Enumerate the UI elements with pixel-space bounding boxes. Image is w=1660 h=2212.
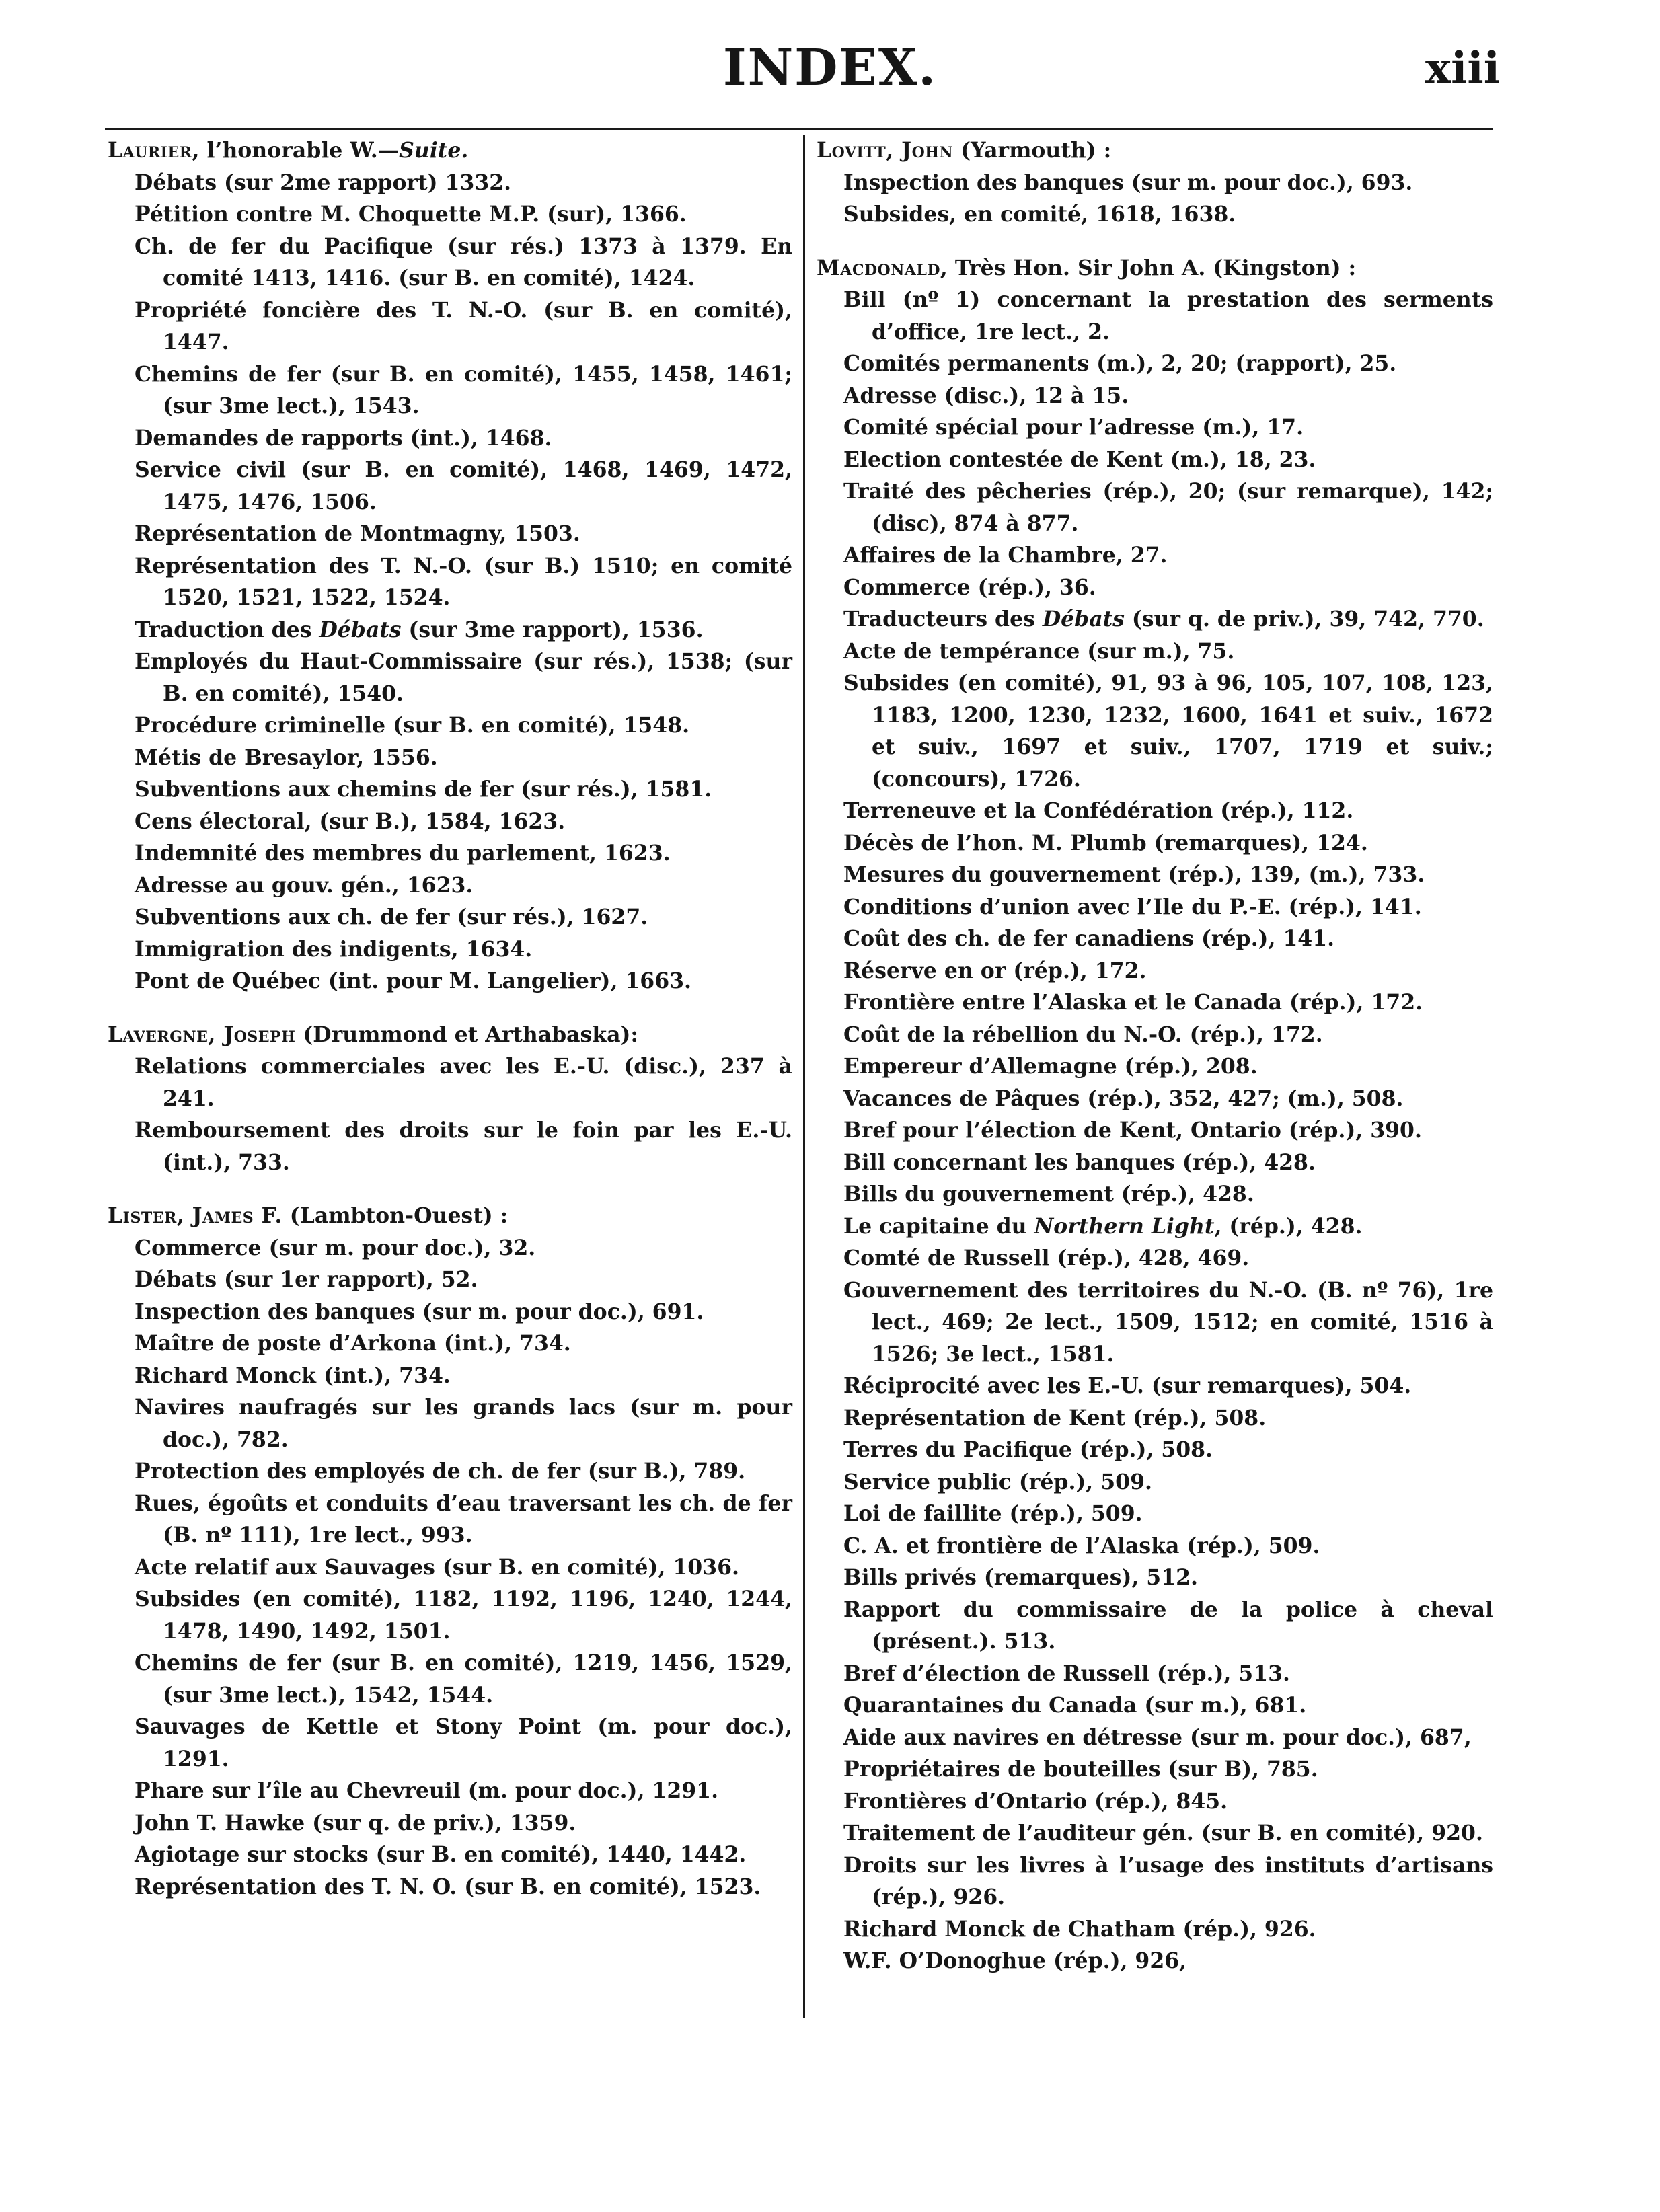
index-entry	[108, 135, 792, 997]
index-subentry: Représentation des T. N.-O. (sur B.) 1510; en comité 1520, 1521, 1522, 1524.	[135, 553, 792, 610]
index-subentry: Commerce (rép.), 36.	[843, 574, 1096, 600]
index-subentry: Richard Monck de Chatham (rép.), 926.	[843, 1916, 1316, 1942]
index-subentry: Sauvages de Kettle et Stony Point (m. pour doc.), 1291.	[135, 1714, 792, 1771]
index-subentry: Réciprocité avec les E.-U. (sur remarques), 504.	[843, 1373, 1412, 1398]
entry-description: (Drummond et Arthabaska):	[295, 1022, 639, 1047]
index-subentry: Droits sur les livres à l’usage des instituts d’artisans (rép.), 926.	[843, 1852, 1493, 1909]
index-subentry: Affaires de la Chambre, 27.	[843, 543, 1168, 568]
index-subentry: Remboursement des droits sur le foin par les E.-U. (int.), 733.	[135, 1118, 792, 1175]
index-subentry: Réserve en or (rép.), 172.	[843, 958, 1147, 983]
index-subentry: Traducteurs des Débats (sur q. de priv.), 39, 742, 770.	[843, 607, 1484, 632]
index-subentry: Comités permanents (m.), 2, 20; (rapport), 25.	[843, 351, 1397, 376]
index-subentry: Conditions d’union avec l’Ile du P.-E. (rép.), 141.	[843, 894, 1422, 919]
index-subentry: Représentation de Kent (rép.), 508.	[843, 1405, 1267, 1431]
index-subentry: Aide aux navires en détresse (sur m. pour doc.), 687,	[843, 1724, 1472, 1750]
index-subentry: Bills du gouvernement (rép.), 428.	[843, 1182, 1254, 1207]
index-subentry: Rapport du commissaire de la police à cheval (présent.). 513.	[843, 1597, 1493, 1654]
page-title: INDEX.	[722, 39, 937, 97]
index-subentry: John T. Hawke (sur q. de priv.), 1359.	[135, 1810, 576, 1835]
index-subentry: Comté de Russell (rép.), 428, 469.	[843, 1246, 1250, 1270]
index-subentry: Frontières d’Ontario (rép.), 845.	[843, 1788, 1228, 1814]
index-subentry: Bref d’élection de Russell (rép.), 513.	[843, 1661, 1291, 1686]
index-subentry: Représentation des T. N. O. (sur B. en comité), 1523.	[135, 1874, 761, 1899]
index-subentry: Mesures du gouvernement (rép.), 139, (m.), 733.	[843, 862, 1425, 887]
index-entry	[108, 1200, 792, 1903]
index-subentry: Propriété foncière des T. N.-O. (sur B. en comité), 1447.	[135, 297, 792, 354]
index-subentry: Coût des ch. de fer canadiens (rép.), 141.	[843, 926, 1335, 951]
index-subentry: Traitement de l’auditeur gén. (sur B. en comité), 920.	[843, 1821, 1483, 1845]
index-subentry: Comité spécial pour l’adresse (m.), 17.	[843, 415, 1304, 440]
index-subentry: Loi de faillite (rép.), 509.	[843, 1501, 1143, 1526]
index-subentry: Adresse au gouv. gén., 1623.	[135, 872, 474, 898]
index-subentry: Acte de tempérance (sur m.), 75.	[843, 638, 1235, 664]
index-subentry: Bill concernant les banques (rép.), 428.	[843, 1149, 1316, 1175]
index-subentry: Débats (sur 2me rapport) 1332.	[135, 169, 512, 195]
entry-description: , l’honorable W.—	[192, 138, 400, 163]
right-column	[817, 135, 1493, 1999]
entry-name: Lister, James F.	[108, 1203, 282, 1228]
index-subentry: Immigration des indigents, 1634.	[135, 936, 533, 962]
index-subentry: Agiotage sur stocks (sur B. en comité), 1440, 1442.	[135, 1842, 747, 1867]
page-number: xiii	[1425, 43, 1500, 93]
index-subentry: Subsides (en comité), 1182, 1192, 1196, 1240, 1244, 1478, 1490, 1492, 1501.	[135, 1587, 792, 1644]
entry-name: Lovitt, John	[817, 138, 954, 163]
header-rule	[105, 128, 1493, 130]
index-subentry: Gouvernement des territoires du N.-O. (B. nº 76), 1re lect., 469; 2e lect., 1509, 1512; en comité, 1516 à 1526; 3e lect., 1581.	[843, 1277, 1493, 1367]
index-subentry: Coût de la rébellion du N.-O. (rép.), 172.	[843, 1022, 1323, 1047]
entry-heading	[817, 252, 1493, 284]
index-subentry: Métis de Bresaylor, 1556.	[135, 745, 438, 770]
index-subentry: Le capitaine du Northern Light, (rép.), 428.	[843, 1213, 1363, 1239]
index-subentry: Acte relatif aux Sauvages (sur B. en comité), 1036.	[135, 1554, 739, 1580]
index-subentry: Maître de poste d’Arkona (int.), 734.	[135, 1331, 571, 1356]
index-subentry: Commerce (sur m. pour doc.), 32.	[135, 1235, 536, 1260]
entry-name: Laurier	[108, 138, 192, 163]
index-subentry: Traduction des Débats (sur 3me rapport), 1536.	[135, 617, 704, 642]
entry-description: (Yarmouth) :	[953, 138, 1112, 163]
index-subentry: Inspection des banques (sur m. pour doc.), 693.	[843, 169, 1413, 195]
index-subentry: Procédure criminelle (sur B. en comité), 1548.	[135, 713, 690, 738]
index-subentry: Service civil (sur B. en comité), 1468, 1469, 1472, 1475, 1476, 1506.	[135, 457, 792, 514]
index-subentry: Subsides, en comité, 1618, 1638.	[843, 202, 1236, 227]
index-subentry: Décès de l’hon. M. Plumb (remarques), 124.	[843, 830, 1368, 855]
entry-description: , Très Hon. Sir John A. (Kingston) :	[940, 255, 1357, 280]
index-subentry: Vacances de Pâques (rép.), 352, 427; (m.), 508.	[843, 1085, 1404, 1111]
left-column	[108, 135, 792, 1924]
index-subentry: Empereur d’Allemagne (rép.), 208.	[843, 1054, 1258, 1079]
index-subentry: Chemins de fer (sur B. en comité), 1455, 1458, 1461; (sur 3me lect.), 1543.	[135, 361, 792, 418]
index-subentry: Propriétaires de bouteilles (sur B), 785.	[843, 1757, 1318, 1782]
index-subentry: Demandes de rapports (int.), 1468.	[135, 425, 552, 451]
index-subentry: Frontière entre l’Alaska et le Canada (rép.), 172.	[843, 990, 1423, 1015]
index-subentry: Terreneuve et la Confédération (rép.), 112.	[843, 798, 1354, 823]
index-subentry: Richard Monck (int.), 734.	[135, 1363, 451, 1388]
index-subentry: Chemins de fer (sur B. en comité), 1219, 1456, 1529, (sur 3me lect.), 1542, 1544.	[135, 1650, 792, 1708]
index-subentry: Adresse (disc.), 12 à 15.	[843, 383, 1129, 408]
index-subentry: Bill (nº 1) concernant la prestation des serments d’office, 1re lect., 2.	[843, 287, 1493, 344]
index-subentry: Quarantaines du Canada (sur m.), 681.	[843, 1693, 1307, 1718]
index-entry	[817, 252, 1493, 1977]
index-subentry: Représentation de Montmagny, 1503.	[135, 521, 580, 546]
index-subentry: Inspection des banques (sur m. pour doc.), 691.	[135, 1299, 704, 1324]
index-subentry: Débats (sur 1er rapport), 52.	[135, 1267, 478, 1292]
index-entry	[108, 1019, 792, 1179]
index-subentry: Cens électoral, (sur B.), 1584, 1623.	[135, 808, 566, 834]
entry-description: (Lambton-Ouest) :	[282, 1203, 508, 1228]
index-subentry: Navires naufragés sur les grands lacs (sur m. pour doc.), 782.	[135, 1395, 792, 1452]
index-subentry: Pont de Québec (int. pour M. Langelier), 1663.	[135, 968, 692, 993]
index-subentry: Subsides (en comité), 91, 93 à 96, 105, 107, 108, 123, 1183, 1200, 1230, 1232, 1600, 1641 et suiv., 1672 et suiv., 1697 et suiv., 1707, 1719 et suiv.; (concours), 1726.	[843, 671, 1493, 792]
index-subentry: Subventions aux chemins de fer (sur rés.), 1581.	[135, 777, 712, 802]
index-subentry: C. A. et frontière de l’Alaska (rép.), 509.	[843, 1533, 1320, 1558]
entry-heading	[108, 1019, 792, 1051]
index-subentry: Service public (rép.), 509.	[843, 1469, 1152, 1494]
index-subentry: Phare sur l’île au Chevreuil (m. pour doc.), 1291.	[135, 1778, 719, 1803]
entry-heading	[108, 135, 792, 167]
index-subentry: Rues, égoûts et conduits d’eau traversant les ch. de fer (B. nº 111), 1re lect., 993.	[135, 1490, 792, 1548]
entry-heading	[108, 1200, 792, 1232]
index-subentry: Terres du Pacifique (rép.), 508.	[843, 1437, 1213, 1462]
index-subentry: Protection des employés de ch. de fer (sur B.), 789.	[135, 1459, 746, 1484]
index-subentry: Bills privés (remarques), 512.	[843, 1565, 1198, 1590]
index-subentry: Relations commerciales avec les E.-U. (disc.), 237 à 241.	[135, 1054, 792, 1111]
entry-heading	[817, 135, 1493, 167]
index-subentry: Election contestée de Kent (m.), 18, 23.	[843, 447, 1316, 472]
entry-continued: Suite.	[399, 138, 469, 163]
index-subentry: Subventions aux ch. de fer (sur rés.), 1627.	[135, 905, 648, 929]
index-subentry: Indemnité des membres du parlement, 1623.	[135, 841, 671, 866]
index-subentry: Pétition contre M. Choquette M.P. (sur), 1366.	[135, 202, 687, 227]
index-subentry: Ch. de fer du Pacifique (sur rés.) 1373 à 1379. En comité 1413, 1416. (sur B. en comité), 1424.	[135, 233, 792, 291]
index-subentry: Employés du Haut-Commissaire (sur rés.), 1538; (sur B. en comité), 1540.	[135, 649, 792, 706]
entry-name: Lavergne, Joseph	[108, 1022, 296, 1047]
index-subentry: Traité des pêcheries (rép.), 20; (sur remarque), 142; (disc), 874 à 877.	[843, 479, 1493, 536]
index-subentry: W.F. O’Donoghue (rép.), 926,	[843, 1948, 1187, 1973]
index-entry	[817, 135, 1493, 231]
entry-name: Macdonald	[817, 255, 940, 280]
index-subentry: Bref pour l’élection de Kent, Ontario (rép.), 390.	[843, 1118, 1422, 1143]
column-divider	[803, 135, 805, 2018]
